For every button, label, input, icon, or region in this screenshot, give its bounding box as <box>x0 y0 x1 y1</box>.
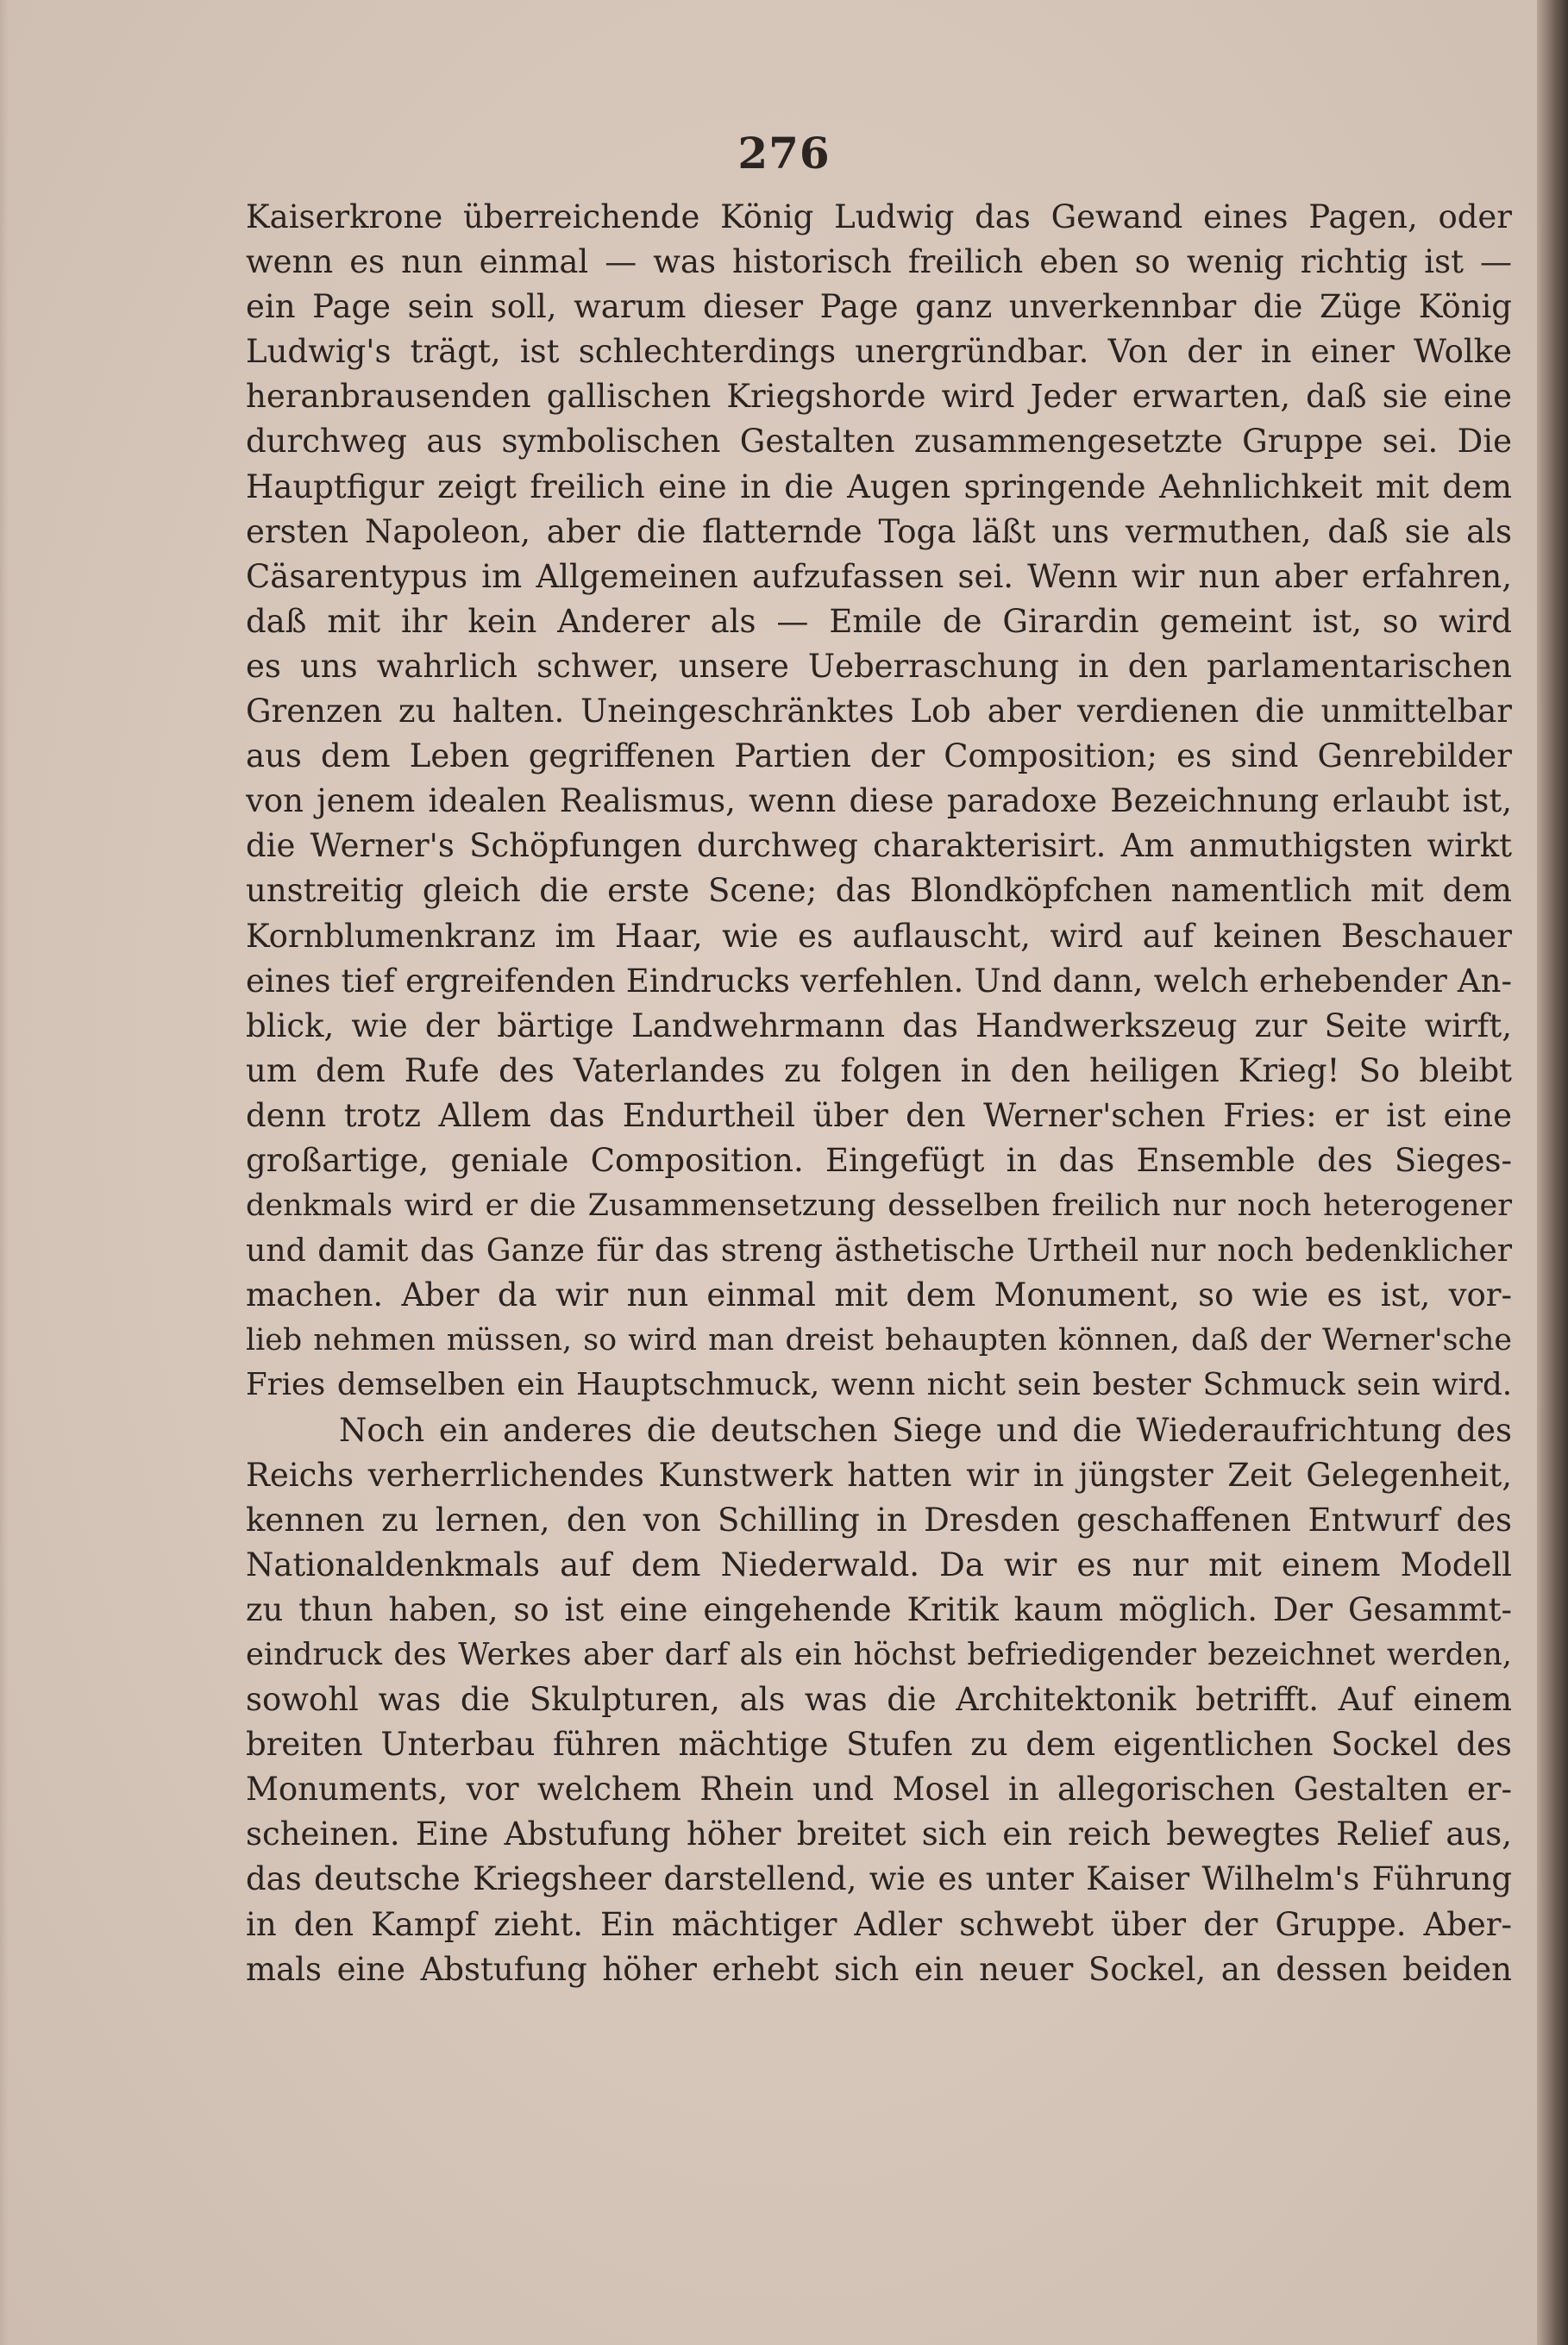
text-line: das deutsche Kriegsheer darstellend, wie es unter Kaiser Wilhelm's Führung <box>246 1860 1512 1898</box>
text-line: um dem Rufe des Vaterlandes zu folgen in den heiligen Krieg! So bleibt <box>246 1051 1512 1089</box>
text-line: Noch ein anderes die deutschen Siege und die Wiederaufrichtung des <box>339 1411 1512 1449</box>
text-line: denkmals wird er die Zusammensetzung desselben freilich nur noch heterogener <box>246 1188 1512 1224</box>
text-line: breiten Unterbau führen mächtige Stufen zu dem eigentlichen Sockel des <box>246 1726 1512 1764</box>
text-line: großartige, geniale Composition. Eingefügt in das Ensemble des Sieges- <box>246 1141 1512 1179</box>
text-line: unstreitig gleich die erste Scene; das Blondköpfchen namentlich mit dem <box>246 872 1512 910</box>
text-line: zu thun haben, so ist eine eingehende Kritik kaum möglich. Der Gesammt- <box>246 1590 1512 1628</box>
text-line: und damit das Ganze für das streng ästhetische Urtheil nur noch bedenklicher <box>246 1232 1512 1270</box>
text-line: machen. Aber da wir nun einmal mit dem Monument, so wie es ist, vor- <box>246 1276 1512 1314</box>
text-line: daß mit ihr kein Anderer als — Emile de Girardin gemeint ist, so wird <box>246 602 1512 640</box>
text-line: heranbrausenden gallischen Kriegshorde wird Jeder erwarten, daß sie eine <box>246 378 1512 416</box>
text-line: ein Page sein soll, warum dieser Page ganz unverkennbar die Züge König <box>246 288 1512 326</box>
body-text <box>246 195 1512 1992</box>
text-line: Fries demselben ein Hauptschmuck, wenn nicht sein bester Schmuck sein wird. <box>246 1367 1512 1403</box>
text-line: eindruck des Werkes aber darf als ein höchst befriedigender bezeichnet werden, <box>246 1637 1512 1672</box>
page-number: 276 <box>737 128 831 179</box>
text-line: Monuments, vor welchem Rhein und Mosel in allegorischen Gestalten er- <box>246 1771 1512 1809</box>
text-line: Hauptfigur zeigt freilich eine in die Augen springende Aehnlichkeit mit dem <box>246 467 1512 505</box>
text-line: Nationaldenkmals auf dem Niederwald. Da wir es nur mit einem Modell <box>246 1546 1512 1583</box>
text-line: Ludwig's trägt, ist schlechterdings unergründbar. Von der in einer Wolke <box>246 333 1512 371</box>
text-line: eines tief ergreifenden Eindrucks verfehlen. Und dann, welch erhebender An- <box>246 962 1512 1000</box>
text-line: Grenzen zu halten. Uneingeschränktes Lob aber verdienen die unmittelbar <box>246 693 1512 730</box>
page-right-edge-shadow <box>1537 0 1568 2345</box>
text-line: denn trotz Allem das Endurtheil über den Werner'schen Fries: er ist eine <box>246 1096 1512 1134</box>
text-line: lieb nehmen müssen, so wird man dreist behaupten können, daß der Werner'sche <box>246 1323 1512 1358</box>
text-line: sowohl was die Skulpturen, als was die Architektonik betrifft. Auf einem <box>246 1681 1512 1719</box>
text-line: von jenem idealen Realismus, wenn diese paradoxe Bezeichnung erlaubt ist, <box>246 782 1512 820</box>
text-line: blick, wie der bärtige Landwehrmann das Handwerkszeug zur Seite wirft, <box>246 1006 1512 1044</box>
text-line: Reichs verherrlichendes Kunstwerk hatten wir in jüngster Zeit Gelegenheit, <box>246 1456 1512 1494</box>
text-line: kennen zu lernen, den von Schilling in Dresden geschaffenen Entwurf des <box>246 1501 1512 1539</box>
page-left-edge <box>0 0 9 2345</box>
text-line: wenn es nun einmal — was historisch freilich eben so wenig richtig ist — <box>246 243 1512 281</box>
text-line: ersten Napoleon, aber die flatternde Toga läßt uns vermuthen, daß sie als <box>246 512 1512 550</box>
text-line: Kornblumenkranz im Haar, wie es auflauscht, wird auf keinen Beschauer <box>246 917 1512 955</box>
text-line: aus dem Leben gegriffenen Partien der Composition; es sind Genrebilder <box>246 737 1512 775</box>
text-line: scheinen. Eine Abstufung höher breitet sich ein reich bewegtes Relief aus, <box>246 1815 1512 1853</box>
text-line: Kaiserkrone überreichende König Ludwig das Gewand eines Pagen, oder <box>246 198 1512 235</box>
text-line: Cäsarentypus im Allgemeinen aufzufassen sei. Wenn wir nun aber erfahren, <box>246 557 1512 595</box>
text-line: in den Kampf zieht. Ein mächtiger Adler schwebt über der Gruppe. Aber- <box>246 1905 1512 1943</box>
text-line: die Werner's Schöpfungen durchweg charakterisirt. Am anmuthigsten wirkt <box>246 827 1512 865</box>
text-line: es uns wahrlich schwer, unsere Ueberraschung in den parlamentarischen <box>246 647 1512 685</box>
text-line: mals eine Abstufung höher erhebt sich ein neuer Sockel, an dessen beiden <box>246 1950 1512 1988</box>
text-line: durchweg aus symbolischen Gestalten zusammengesetzte Gruppe sei. Die <box>246 423 1512 461</box>
